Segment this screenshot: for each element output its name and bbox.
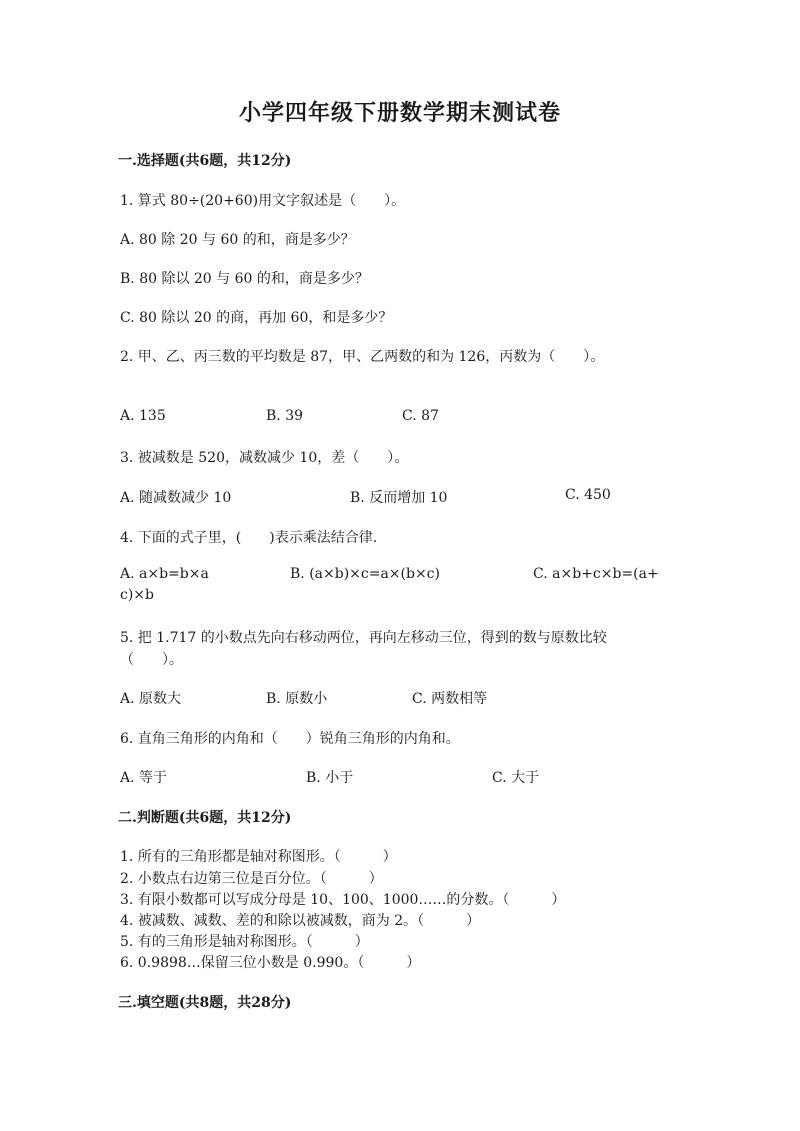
question-6-stem: 6. 直角三角形的内角和（ ）锐角三角形的内角和。 <box>120 731 460 747</box>
question-6-option-c: C. 大于 <box>492 770 540 786</box>
section-heading-choice: 一.选择题(共6题，共12分) <box>118 153 292 169</box>
judgment-item-4: 4. 被减数、减数、差的和除以被减数，商为 2。（ ） <box>120 913 481 929</box>
question-5-option-c: C. 两数相等 <box>412 691 488 707</box>
question-5-stem: 5. 把 1.717 的小数点先向右移动两位，再向左移动三位，得到的数与原数比较 <box>120 630 607 646</box>
question-2-option-c: C. 87 <box>402 408 439 424</box>
judgment-item-5: 5. 有的三角形是轴对称图形。（ ） <box>120 934 369 950</box>
question-5-stem-continued: （ ）。 <box>120 652 183 668</box>
question-2-option-b: B. 39 <box>266 408 304 424</box>
section-heading-fill-blank: 三.填空题(共8题，共28分) <box>118 995 292 1011</box>
question-1-option-a: A. 80 除 20 与 60 的和，商是多少？ <box>120 232 355 248</box>
question-3-stem: 3. 被减数是 520，减数减少 10，差（ ）。 <box>120 450 409 466</box>
judgment-item-3: 3. 有限小数都可以写成分母是 10、100、1000……的分数。（ ） <box>120 892 566 908</box>
question-3-option-c: C. 450 <box>565 487 611 503</box>
judgment-item-2: 2. 小数点右边第三位是百分位。（ ） <box>120 871 383 887</box>
question-3-option-b: B. 反而增加 10 <box>350 490 448 506</box>
question-5-option-a: A. 原数大 <box>120 691 182 707</box>
question-4-option-c-continued: c)×b <box>120 587 154 603</box>
question-1-option-c: C. 80 除以 20 的商，再加 60，和是多少？ <box>120 310 393 326</box>
question-5-option-b: B. 原数小 <box>266 691 328 707</box>
question-2-option-a: A. 135 <box>120 408 166 424</box>
question-4-option-b: B. (a×b)×c=a×(b×c) <box>290 566 440 582</box>
question-4-stem: 4. 下面的式子里，( )表示乘法结合律. <box>120 530 378 546</box>
question-3-option-a: A. 随减数减少 10 <box>120 490 232 506</box>
section-heading-judgment: 二.判断题(共6题，共12分) <box>118 810 292 826</box>
question-6-option-b: B. 小于 <box>306 770 354 786</box>
page-title: 小学四年级下册数学期末测试卷 <box>238 100 561 126</box>
question-1-stem: 1. 算式 80÷(20+60)用文字叙述是（ ）。 <box>120 193 406 209</box>
question-1-option-b: B. 80 除以 20 与 60 的和，商是多少？ <box>120 271 369 287</box>
question-6-option-a: A. 等于 <box>120 770 168 786</box>
judgment-item-6: 6. 0.9898…保留三位小数是 0.990。（ ） <box>120 955 421 971</box>
judgment-item-1: 1. 所有的三角形都是轴对称图形。（ ） <box>120 849 397 865</box>
question-2-stem: 2. 甲、乙、丙三数的平均数是 87，甲、乙两数的和为 126，丙数为（ ）。 <box>120 349 605 365</box>
question-4-option-c: C. a×b+c×b=(a+ <box>533 566 659 582</box>
question-4-option-a: A. a×b=b×a <box>120 566 209 582</box>
